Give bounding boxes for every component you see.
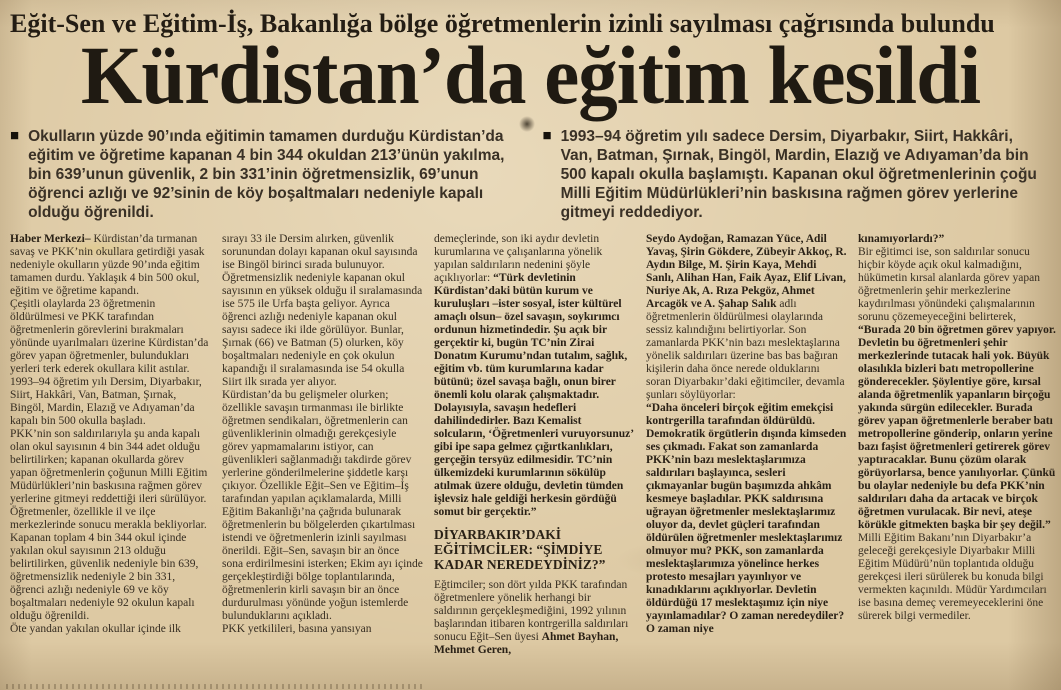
- body-paragraph: Kürdistan’da bu gelişmeler olurken; özellikle savaşın tırmanması ile birlikte öğretmen sendikaları, öğretmenlerin can güvenliklerinin olmadığı gerekçesiyle görev yapmamalarını istiyor, can güvenlikleri sağlanmadığı takdirde görev yerlerine gönderilmelerine şiddetle karşı çıkıyor. Özellikle Eğit–Sen ve Eğitim–İş tarafından yapılan açıklamalarda, Milli Eğitim Bakanlığı’na çağrıda bulunarak öğretmenlerin bu bölgelerden çıkartılması istendi ve öğretmenlerin izinli sayılması önerildi. Eğit–Sen, savaşın bir an önce sona erdirilmesini isterken; Ekim ayı içinde gerçekleştirdiği bölge toplantılarında, öğretmenlerin kirli savaşın bir an önce durdurulması yönünde yoğun istemlerde bulunduklarını açıkladı.: [222, 388, 423, 622]
- column-2: [222, 233, 423, 679]
- body-paragraph: sırayı 33 ile Dersim alırken, güvenlik sorunundan dolayı kapanan okul sayısında ise Bingöl birinci sırada bulunuyor. Öğretmensizlik nedeniyle kapanan okul sayısının en yüksek olduğu il sıralamasında ise 575 ile Urfa başta geliyor. Ayrıca öğrenci azlığı nedeniyle kapanan okul sayısı sadece iki ilde görülüyor. Bunlar, Şırnak (66) ve Batman (5) olurken, köy boşaltmaları nedeniyle en çok okulun kapandığı il sıralamasında ise 54 okulla Siirt ilk sırada yer alıyor.: [222, 232, 423, 388]
- column-3: [434, 233, 635, 679]
- lead-right-text: 1993–94 öğretim yılı sadece Dersim, Diyarbakır, Siirt, Hakkâri, Van, Batman, Şırnak, Bingöl, Mardin, Elazığ ve Adıyaman’da bin 500 kapalı okulla başlamıştı. Kapanan okul öğretmenlerinin çoğu Milli Eğitim Müdürlükleri’nin baskısına rağmen görev yerlerine gitmeyi reddediyor.: [560, 127, 1037, 221]
- scan-artifact: [6, 684, 426, 689]
- section-subhead: DİYARBAKIR’DAKİ EĞİTİMCİLER: “ŞİMDİYE KADAR NEREDEYDİNİZ?”: [434, 526, 606, 572]
- body-paragraph: PKK’nin son saldırılarıyla şu anda kapalı olan okul sayısının 4 bin 344 adet olduğu belirtilirken; kapanan okullarda görev yapan öğretmenlerin çoğunun Milli Eğitim Müdürlükleri’nin baskısına rağmen görev yerlerine gitmeyi reddettiği ileri sürülüyor. Öğretmenler, özellikle il ve ilçe merkezlerinde sonucu merakla bekliyorlar. Kapanan toplam 4 bin 344 okul içinde yakılan okul sayısının 213 olduğu belirtilirken, güvenlik nedeniyle bin 639, öğretmensizlik nedeniyle 2 bin 331, öğrenci azlığı nedeniyle 69 ve köy boşaltmaları nedeniyle 92 okulun kapalı olduğu öğrenildi.: [10, 427, 208, 622]
- square-bullet-icon: ■: [542, 127, 552, 144]
- headline: Kürdistan’da eğitim kesildi: [80, 31, 981, 122]
- kicker: Eğit-Sen ve Eğitim-İş, Bakanlığa bölge öğretmenlerin izinli sayılması çağrısında bulundu: [10, 9, 995, 38]
- body-paragraph: Öte yandan yakılan okullar içinde ilk: [10, 622, 181, 635]
- body-paragraph: Haber Merkezi– Kürdistan’da tırmanan savaş ve PKK’nin okullara getirdiği yasak nedeniyle okulların yüzde 90’ında eğitim tamamen durdu. Yaklaşık 4 bin 500 okul, eğitim ve öğretime kapandı.: [10, 232, 205, 297]
- column-5: [858, 233, 1059, 679]
- column-4: [646, 233, 847, 679]
- body-paragraph: “Daha önceleri birçok eğitim emekçisi kontrgerilla tarafından öldürüldü. Demokratik örgütlerin dışında kimseden ses çıkmadı. Fakat son zamanlarda PKK’nin bazı meslektaşlarımıza saldırıları başlayınca, sesleri çıkmayanlar bugün başımızda ahkâm kesmeye başladılar. PKK saldırısına uğrayan öğretmenler meslektaşlarımız oluyor da, devlet güçleri tarafından öldürülen öğretmenler meslektaşlarımız olmuyor mu? PKK, son zamanlarda meslektaşlarımıza yönelince herkes protesto mesajları yayınlıyor ve kınadıklarını açıklıyorlar. Devletin öldürdüğü 17 meslektaşımız için niye yayınlamadılar? O zaman neredeydiler? O zaman niye: [646, 401, 847, 635]
- lead-section: [0, 115, 1061, 222]
- body-paragraph: Çeşitli olaylarda 23 öğretmenin öldürülmesi ve PKK tarafından öğretmenlerin görevlerini bırakmaları yönünde uyarılmaları üzerine Kürdistan’da görev yapan öğretmenler, bulundukları yerleri terk ederek okullara kilit astılar. 1993–94 öğretim yılı Dersim, Diyarbakır, Siirt, Hakkâri, Van, Batman, Şırnak, Bingöl, Mardin, Elazığ ve Adıyaman’da kapalı bin 500 okulla başladı.: [10, 297, 209, 427]
- body-paragraph: kınamıyorlardı?”: [858, 232, 945, 245]
- column-1: [10, 233, 211, 679]
- lead-left: [10, 127, 515, 222]
- square-bullet-icon: ■: [10, 127, 20, 144]
- body-paragraph: Eğtimciler; son dört yılda PKK tarafından öğretmenlere yönelik herhangi bir saldırının gerçekleşmediğini, 1992 yılının başlarından itibaren kontrgerilla saldırıları sonucu Eğit–Sen üyesi Ahmet Bayhan, Mehmet Geren,: [434, 578, 629, 656]
- lead-left-text: Okulların yüzde 90’ında eğitimin tamamen durduğu Kürdistan’da eğitim ve öğretime kapanan 4 bin 344 okuldan 213’ünün yakılma, bin 639’unun güvenlik, 2 bin 331’inin öğretmensizlik, 69’unun öğrenci azlığı ve 92’sinin de köy boşaltmaları nedeniyle kapalı olduğu öğrenildi.: [28, 127, 505, 221]
- article-body: [0, 222, 1061, 679]
- body-paragraph: Bir eğitimci ise, son saldırılar sonucu hiçbir köyde açık okul kalmadığını, hükümetin kırsal alanlarda görev yapan öğretmenlerin şehir merkezlerine kaydırılması yönündeki çalışmalarının sorunu çözemeyeceğini belirterek,: [858, 245, 1041, 323]
- body-paragraph: Seydo Aydoğan, Ramazan Yüce, Adil Yavaş, Şirin Gökdere, Zübeyir Akkoç, R. Aydın Bilge, M. Şirin Kaya, Mehdi Sanlı, Alihan Han, Faik Ayaz, Elif Livan, Nuriye Ak, A. Rıza Pekgöz, Ahmet Arcagök ve A. Şahap Salık adlı öğretmenlerin öldürülmesi olaylarında sessiz kalındığını belirtiyorlar. Son zamanlarda PKK’nin bazı meslektaşlarına yönelik saldırıları üzerine bas bas bağıran kişilerin daha önce nerede olduklarını soran Diyarbakır’daki eğitimciler, devamla şunları söylüyorlar:: [646, 232, 847, 401]
- body-paragraph: PKK yetkilileri, basına yansıyan: [222, 622, 372, 635]
- body-paragraph: Milli Eğitim Bakanı’nın Diyarbakır’a geleceği gerekçesiyle Diyarbakır Milli Eğitim Müdürü’nün toplantıda olduğu gerekçesi ileri sürülerek bu konuda bilgi vermekten kaçınıldı. Müdür Yardımcıları ise basına demeç veremeyeceklerini öne sürerek bilgi vermediler.: [858, 531, 1047, 622]
- body-paragraph: demeçlerinde, son iki aydır devletin kurumlarına ve çalışanlarına yönelik yapılan saldırıların nedenini şöyle açıklıyorlar: “Türk devletinin Kürdistan’daki bütün kurum ve kuruluşları –ister sosyal, ister kültürel amaçlı olsun– özel savaşın, soykırımcı ordunun hizmetindedir. Şu açık bir gerçektir ki, bugün TC’nin Zirai Donatım Kurumu’ndan tutalım, sağlık, eğitim vb. tüm kurumlarına kadar bütünü; özel savaşa bağlı, onun birer önemli kolu olarak çalışmaktadır. Dolayısıyla, savaşın hedefleri dahilindedirler. Bazı Kemalist solcuların, ‘Öğretmenleri vuruyorsunuz’ gibi ipe sapa gelmez çığırtkanlıkları, gerçeğin tersyüz edilmesidir. TC’nin ülkemizdeki kurumlarının sökülüp atılmak üzere olduğu, devletin tümden işlevsiz hale geldiği herkesin gördüğü somut bir gerçektir.”: [434, 232, 634, 518]
- lead-right: [543, 127, 1048, 222]
- body-paragraph: “Burada 20 bin öğretmen görev yapıyor. Devletin bu öğretmenleri şehir merkezlerinde tutacak hali yok. Büyük olasılıkla bizleri batı metropollerine gönderecekler. Şöylentiye göre, kırsal alanda öğretmenlik yapanların birçoğu yakında sürgün edilecekler. Burada görev yapan öğretmenlerle beraber batı metropollerine gönderip, onların yerine bazı faşist öğretmenleri getirerek görev yaptıracaklar. Bunu çözüm olarak görüyorlarsa, bence yanılıyorlar. Çünkü bu olaylar nedeniyle bu defa PKK’nin saldırıları daha da artacak ve birçok öğretmen vurulacak. Bir nevi, ateşe körükle gitmekten başka bir şey değil.”: [858, 323, 1056, 531]
